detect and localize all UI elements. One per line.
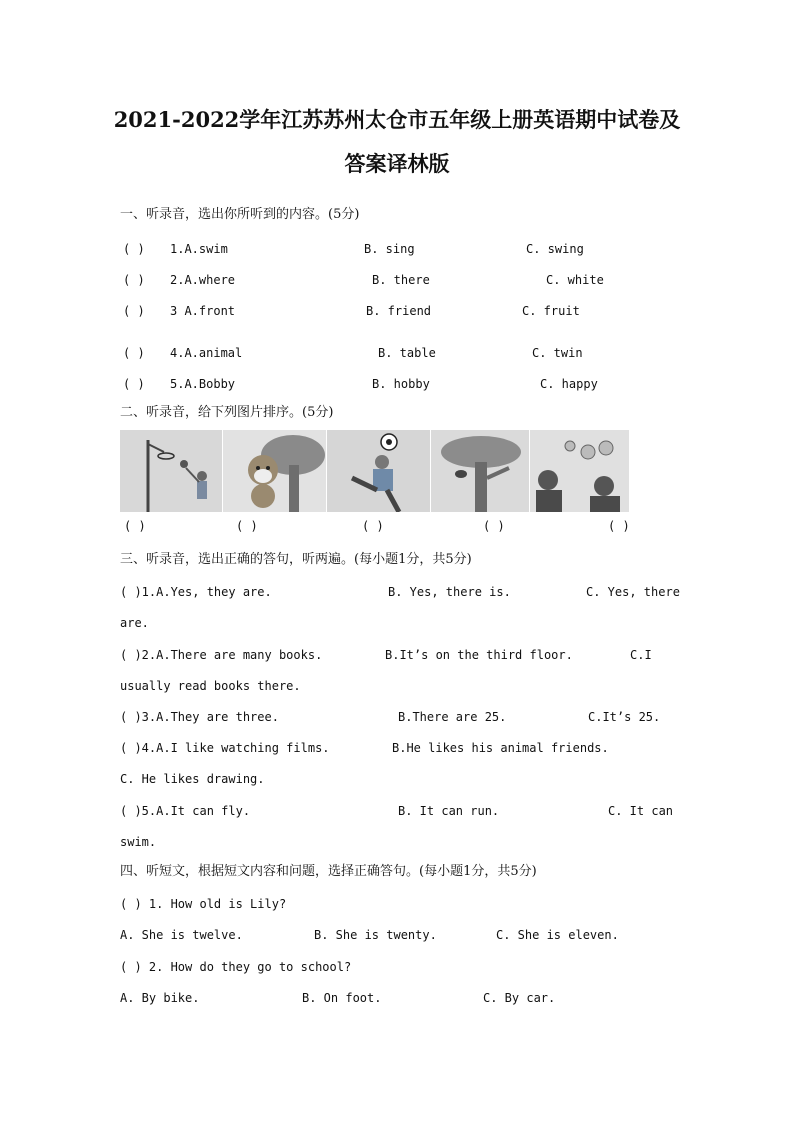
picture-bird-tree (431, 430, 529, 512)
s4-q1-a: A. She is twelve. (120, 928, 243, 942)
option-c: C. fruit (522, 304, 580, 318)
section3-heading: 三、听录音，选出正确的答句，听两遍。(每小题1分，共5分) (120, 552, 472, 567)
s4-q2-a: A. By bike. (120, 991, 200, 1005)
picture-monkey (223, 430, 326, 512)
picture-football (327, 430, 430, 512)
option-a: 1.A.swim (170, 242, 228, 256)
s3-q2-a: ( )2.A.There are many books. (120, 648, 323, 662)
s4-q2-b: B. On foot. (302, 991, 382, 1005)
option-c: C. swing (526, 242, 584, 256)
answer-blank[interactable]: ( ) (123, 273, 145, 287)
monkey-icon (223, 430, 326, 512)
option-a: 3 A.front (170, 304, 236, 318)
picture-blank-5[interactable]: ( ) (608, 519, 630, 533)
s3-q5-cont: swim. (120, 835, 157, 849)
s3-q5-a: ( )5.A.It can fly. (120, 804, 251, 818)
answer-blank[interactable]: ( ) (123, 377, 145, 391)
option-c: C. happy (540, 377, 598, 391)
answer-blank[interactable]: ( ) (123, 242, 145, 256)
basketball-icon (120, 430, 222, 512)
s4-q1: ( ) 1. How old is Lily? (120, 897, 287, 911)
option-c: C. twin (532, 346, 583, 360)
s3-q2-b: B.It’s on the third floor. (385, 648, 573, 662)
picture-blank-1[interactable]: ( ) (124, 519, 146, 533)
s3-q5-c: C. It can (608, 804, 674, 818)
s3-q1-cont: are. (120, 616, 149, 630)
option-b: B. sing (364, 242, 415, 256)
s4-q1-c: C. She is eleven. (496, 928, 619, 942)
picture-cartoon (530, 430, 629, 512)
section2-heading: 二、听录音，给下列图片排序。(5分) (120, 405, 334, 420)
s4-q1-b: B. She is twenty. (314, 928, 437, 942)
s3-q4-cont: C. He likes drawing. (120, 772, 265, 786)
s3-q3-a: ( )3.A.They are three. (120, 710, 279, 724)
s3-q1-b: B. Yes, there is. (388, 585, 511, 599)
s3-q4-b: B.He likes his animal friends. (392, 741, 609, 755)
s3-q4-a: ( )4.A.I like watching films. (120, 741, 330, 755)
option-a: 5.A.Bobby (170, 377, 236, 391)
s4-q2-c: C. By car. (483, 991, 556, 1005)
option-b: B. friend (366, 304, 432, 318)
page-title-line1: 2021-2022学年江苏苏州太仓市五年级上册英语期中试卷及 (113, 107, 681, 132)
bird-tree-icon (431, 430, 529, 512)
section4-heading: 四、听短文，根据短文内容和问题，选择正确答句。(每小题1分，共5分) (120, 864, 537, 879)
picture-blank-4[interactable]: ( ) (483, 519, 505, 533)
s3-q2-c: C.I (630, 648, 652, 662)
answer-blank[interactable]: ( ) (123, 346, 145, 360)
s3-q5-b: B. It can run. (398, 804, 500, 818)
football-icon (327, 430, 430, 512)
s4-q2: ( ) 2. How do they go to school? (120, 960, 352, 974)
section1-heading: 一、听录音，选出你所听到的内容。(5分) (120, 207, 360, 222)
s3-q1-a: ( )1.A.Yes, they are. (120, 585, 272, 599)
option-b: B. there (372, 273, 430, 287)
page-title-line2: 答案译林版 (344, 151, 450, 176)
option-c: C. white (546, 273, 604, 287)
option-b: B. hobby (372, 377, 430, 391)
picture-basketball (120, 430, 222, 512)
s3-q3-b: B.There are 25. (398, 710, 507, 724)
s3-q3-c: C.It’s 25. (588, 710, 661, 724)
option-a: 2.A.where (170, 273, 236, 287)
s3-q2-cont: usually read books there. (120, 679, 301, 693)
answer-blank[interactable]: ( ) (123, 304, 145, 318)
picture-blank-3[interactable]: ( ) (362, 519, 384, 533)
option-b: B. table (378, 346, 436, 360)
cartoon-tv-icon (530, 430, 629, 512)
s3-q1-c: C. Yes, there (586, 585, 680, 599)
option-a: 4.A.animal (170, 346, 243, 360)
picture-blank-2[interactable]: ( ) (236, 519, 258, 533)
